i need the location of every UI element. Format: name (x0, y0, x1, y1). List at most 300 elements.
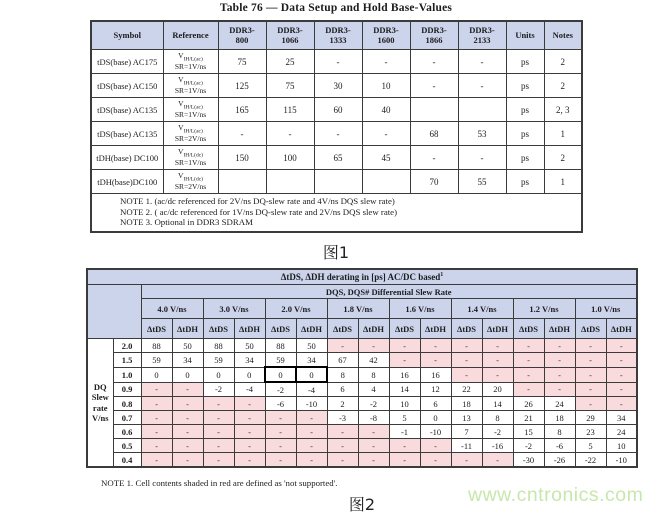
table2-subheader-row (87, 285, 637, 299)
table2-body (87, 269, 637, 467)
derating-cell: 29 (575, 411, 606, 425)
derating-cell: 20 (482, 382, 513, 397)
figure1-caption: 图1 (322, 243, 350, 262)
value-cell: - (458, 74, 506, 98)
derating-cell: - (513, 353, 544, 368)
derating-cell: -2 (513, 439, 544, 453)
derating-cell: 34 (296, 353, 327, 368)
derating-cell: - (296, 425, 327, 439)
derating-cell: - (451, 453, 482, 468)
stub-label-line: V/ns (91, 412, 109, 423)
derating-cell: - (327, 425, 358, 439)
derating-cell: 15 (513, 425, 544, 439)
derating-cell: - (265, 425, 296, 439)
reference-subscript: IH/L(dc) (183, 176, 203, 183)
dq-slew-value-label: 0.6 (113, 425, 141, 439)
derating-cell: 13 (451, 411, 482, 425)
value-cell: - (458, 50, 506, 74)
value-cell: 125 (218, 74, 266, 98)
derating-cell: - (234, 439, 265, 453)
derating-cell: - (544, 382, 575, 397)
notes-cell: 2 (544, 74, 582, 98)
derating-cell: 8 (482, 411, 513, 425)
dtds-header: ΔtDS (203, 319, 234, 339)
dq-slew-rate-stub (87, 339, 113, 468)
table1-notes-row (91, 194, 582, 232)
derating-cell: -6 (265, 397, 296, 411)
derating-cell: 0 (265, 367, 296, 382)
derating-cell: - (296, 411, 327, 425)
derating-cell: - (172, 382, 203, 397)
reference-cell (163, 50, 218, 74)
header-line: DDR3- (373, 24, 399, 35)
header-line: 1866 (425, 34, 443, 45)
derating-cell: 88 (141, 339, 172, 353)
derating-cell: - (575, 397, 606, 411)
value-cell (314, 170, 362, 194)
derating-cell: -10 (296, 397, 327, 411)
dq-slew-value-label: 1.0 (113, 367, 141, 382)
table2-data-row (87, 382, 637, 397)
derating-cell: -6 (544, 439, 575, 453)
reference-line2: SR=1V/ns (174, 157, 207, 167)
derating-cell: -30 (513, 453, 544, 468)
value-cell: 75 (218, 50, 266, 74)
symbol-cell: tDS(base) AC150 (91, 74, 163, 98)
derating-cell: - (203, 453, 234, 468)
header-line: 1066 (281, 34, 299, 45)
value-cell: 40 (362, 98, 410, 122)
table1-row (91, 98, 582, 122)
derating-cell: - (451, 339, 482, 353)
derating-cell: - (327, 453, 358, 468)
value-cell: - (410, 146, 458, 170)
table1-row (91, 170, 582, 194)
derating-cell: 24 (544, 397, 575, 411)
derating-cell: - (482, 367, 513, 382)
derating-cell: - (203, 397, 234, 411)
derating-cell: - (358, 339, 389, 353)
reference-line1: $V_{IH/L(dc)}$ (178, 146, 203, 159)
value-cell: 100 (266, 146, 314, 170)
derating-cell: 21 (513, 411, 544, 425)
derating-cell: 67 (327, 353, 358, 368)
derating-cell: - (172, 453, 203, 468)
derating-cell: 2 (327, 397, 358, 411)
derating-cell: - (389, 439, 420, 453)
derating-cell: - (234, 411, 265, 425)
value-cell: 65 (314, 146, 362, 170)
derating-cell: - (141, 425, 172, 439)
derating-cell: - (141, 382, 172, 397)
derating-cell: -4 (234, 382, 265, 397)
table2-note: NOTE 1. Cell contents shaded in red are defined as 'not supported'. (101, 478, 338, 488)
value-cell (458, 98, 506, 122)
dtdh-header: ΔtDH (234, 319, 265, 339)
table1-body (91, 50, 582, 232)
derating-cell: -2 (358, 397, 389, 411)
derating-cell: - (606, 367, 637, 382)
value-cell (266, 170, 314, 194)
derating-cell: - (420, 353, 451, 368)
derating-cell: - (141, 411, 172, 425)
derating-cell: 42 (358, 353, 389, 368)
reference-line1: $V_{IH/L(ac)}$ (178, 50, 203, 63)
derating-cell: - (327, 439, 358, 453)
derating-cell: 8 (544, 425, 575, 439)
notes-cell: 2, 3 (544, 98, 582, 122)
derating-cell: -3 (327, 411, 358, 425)
units-cell: ps (506, 98, 544, 122)
table2-stub-blank (87, 285, 141, 339)
derating-cell: 5 (575, 439, 606, 453)
derating-cell: - (358, 453, 389, 468)
derating-cell: - (513, 382, 544, 397)
derating-cell: 34 (172, 353, 203, 368)
value-cell: 75 (266, 74, 314, 98)
symbol-cell: tDH(base)DC100 (91, 170, 163, 194)
derating-cell: - (296, 453, 327, 468)
stub-label-line: rate (92, 402, 108, 413)
reference-subscript: IH/L(dc) (183, 152, 203, 159)
derating-cell: 50 (296, 339, 327, 353)
header-line: Notes (552, 29, 573, 40)
derating-cell: 88 (203, 339, 234, 353)
units-cell: ps (506, 122, 544, 146)
notes-cell: 2 (544, 50, 582, 74)
table1-row (91, 146, 582, 170)
derating-cell: - (482, 353, 513, 368)
notes-cell: 2 (544, 146, 582, 170)
symbol-cell: tDS(base) AC135 (91, 122, 163, 146)
derating-cell: - (389, 453, 420, 468)
derating-cell: -2 (265, 382, 296, 397)
table2-data-row (87, 439, 637, 453)
derating-cell: 59 (203, 353, 234, 368)
derating-cell: 50 (172, 339, 203, 353)
value-cell: 45 (362, 146, 410, 170)
units-cell: ps (506, 74, 544, 98)
derating-cell: - (575, 382, 606, 397)
table1-header (91, 21, 582, 50)
reference-subscript: IH/L(ac) (183, 80, 203, 87)
slew-rate-header: 4.0 V/ns (141, 299, 203, 319)
table1-col-header (218, 21, 266, 50)
slew-rate-header: 1.6 V/ns (389, 299, 451, 319)
header-line: Reference (172, 29, 209, 40)
derating-cell: 0 (420, 411, 451, 425)
value-cell: 115 (266, 98, 314, 122)
notes-cell: 1 (544, 170, 582, 194)
dq-slew-value-label: 0.8 (113, 397, 141, 411)
table1-row (91, 74, 582, 98)
derating-cell: - (544, 353, 575, 368)
derating-cell: - (606, 382, 637, 397)
derating-cell: 6 (327, 382, 358, 397)
derating-cell: 59 (141, 353, 172, 368)
derating-cell: - (513, 367, 544, 382)
derating-cell: 18 (544, 411, 575, 425)
header-line: 800 (235, 34, 249, 45)
reference-line2: SR=2V/ns (174, 181, 207, 191)
value-cell: 165 (218, 98, 266, 122)
dtdh-header: ΔtDH (544, 319, 575, 339)
derating-cell: 50 (234, 339, 265, 353)
derating-cell: 10 (606, 439, 637, 453)
table2-data-row (87, 339, 637, 353)
header-line: 1600 (377, 34, 395, 45)
derating-cell: 12 (420, 382, 451, 397)
table2-data-row (87, 453, 637, 468)
slew-rate-header: 1.2 V/ns (513, 299, 575, 319)
derating-cell: 4 (358, 382, 389, 397)
derating-cell: 26 (513, 397, 544, 411)
table2-title-footnote: 1 (440, 272, 444, 278)
slew-rate-header: 1.8 V/ns (327, 299, 389, 319)
slew-rate-header: 2.0 V/ns (265, 299, 327, 319)
table1-header-row (91, 21, 582, 50)
derating-cell: 34 (234, 353, 265, 368)
derating-cell: - (544, 339, 575, 353)
derating-cell: - (172, 439, 203, 453)
table2-data-row (87, 367, 637, 382)
value-cell: 53 (458, 122, 506, 146)
reference-line2: SR=2V/ns (174, 133, 207, 143)
derating-cell: 0 (172, 367, 203, 382)
derating-cell: - (420, 339, 451, 353)
dtdh-header: ΔtDH (606, 319, 637, 339)
derating-cell: 24 (606, 425, 637, 439)
derating-cell: 59 (265, 353, 296, 368)
table1-col-header (266, 21, 314, 50)
dtds-header: ΔtDS (451, 319, 482, 339)
dtds-header: ΔtDS (265, 319, 296, 339)
derating-cell: 5 (389, 411, 420, 425)
dq-slew-value-label: 0.5 (113, 439, 141, 453)
derating-cell: -10 (606, 453, 637, 468)
dtds-header: ΔtDS (513, 319, 544, 339)
symbol-cell: tDS(base) AC135 (91, 98, 163, 122)
derating-cell: 7 (451, 425, 482, 439)
derating-cell: -10 (420, 425, 451, 439)
derating-cell: 34 (606, 411, 637, 425)
reference-line1: $V_{IH/L(ac)}$ (178, 74, 203, 87)
header-line: DDR3- (325, 24, 351, 35)
value-cell: - (458, 146, 506, 170)
derating-cell: 16 (420, 367, 451, 382)
derating-cell: - (141, 453, 172, 468)
reference-cell (163, 170, 218, 194)
table1 (90, 20, 583, 233)
dq-slew-value-label: 1.5 (113, 353, 141, 368)
reference-line2: SR=1V/ns (174, 85, 207, 95)
derating-cell: - (606, 339, 637, 353)
derating-cell: - (265, 439, 296, 453)
derating-cell: 16 (389, 367, 420, 382)
header-line: DDR3- (229, 24, 255, 35)
units-cell: ps (506, 146, 544, 170)
derating-cell: -26 (544, 453, 575, 468)
reference-line1: $V_{IH/L(ac)}$ (178, 122, 203, 135)
derating-cell: 8 (358, 367, 389, 382)
reference-line1: $V_{IH/L(ac)}$ (178, 98, 203, 111)
derating-cell: - (482, 453, 513, 468)
derating-cell: - (265, 453, 296, 468)
value-cell: 150 (218, 146, 266, 170)
dtdh-header: ΔtDH (172, 319, 203, 339)
table2-pair-row (87, 319, 637, 339)
derating-cell: 23 (575, 425, 606, 439)
derating-cell: - (234, 425, 265, 439)
table2 (86, 268, 638, 468)
table1-col-header (506, 21, 544, 50)
value-cell: - (410, 50, 458, 74)
dtdh-header: ΔtDH (358, 319, 389, 339)
dtdh-header: ΔtDH (482, 319, 513, 339)
table1-col-header (314, 21, 362, 50)
reference-subscript: IH/L(ac) (183, 56, 203, 63)
reference-cell (163, 74, 218, 98)
derating-cell: -11 (451, 439, 482, 453)
derating-cell: -2 (203, 382, 234, 397)
table1-col-header (410, 21, 458, 50)
value-cell (362, 170, 410, 194)
derating-cell: 0 (296, 367, 327, 382)
derating-cell: 6 (420, 397, 451, 411)
reference-cell (163, 146, 218, 170)
table1-note-line: NOTE 1. (ac/dc referenced for 2V/ns DQ-slew rate and 4V/ns DQS slew rate) (120, 196, 395, 206)
value-cell: 68 (410, 122, 458, 146)
header-line: 1333 (329, 34, 347, 45)
table2-title-row (87, 269, 637, 285)
derating-cell: -22 (575, 453, 606, 468)
symbol-cell: tDH(base) DC100 (91, 146, 163, 170)
derating-cell: - (575, 353, 606, 368)
value-cell (410, 98, 458, 122)
derating-cell: - (327, 339, 358, 353)
dq-slew-value-label: 0.4 (113, 453, 141, 468)
dtds-header: ΔtDS (327, 319, 358, 339)
derating-cell: - (234, 453, 265, 468)
derating-cell: 22 (451, 382, 482, 397)
value-cell: 10 (362, 74, 410, 98)
dtdh-header: ΔtDH (420, 319, 451, 339)
derating-cell: - (172, 411, 203, 425)
header-line: DDR3- (277, 24, 303, 35)
derating-cell: - (389, 353, 420, 368)
stub-label-line: Slew (91, 392, 109, 403)
table1-col-header (544, 21, 582, 50)
derating-cell: 18 (451, 397, 482, 411)
slew-rate-header: 3.0 V/ns (203, 299, 265, 319)
derating-cell: - (575, 367, 606, 382)
table1-notes-block (91, 194, 582, 232)
reference-line1: $V_{IH/L(dc)}$ (178, 170, 203, 183)
derating-cell: - (513, 339, 544, 353)
table1-row (91, 122, 582, 146)
slew-rate-header: 1.4 V/ns (451, 299, 513, 319)
reference-cell (163, 98, 218, 122)
derating-cell: - (358, 425, 389, 439)
reference-cell (163, 122, 218, 146)
table2-data-row (87, 411, 637, 425)
derating-cell: - (451, 353, 482, 368)
derating-cell: - (203, 425, 234, 439)
value-cell: - (362, 50, 410, 74)
table2-data-row (87, 397, 637, 411)
value-cell: 60 (314, 98, 362, 122)
value-cell: - (314, 50, 362, 74)
dq-slew-value-label: 0.9 (113, 382, 141, 397)
figure2-caption: 图2 (348, 495, 376, 514)
derating-cell: 8 (327, 367, 358, 382)
reference-subscript: IH/L(ac) (183, 128, 203, 135)
units-cell: ps (506, 170, 544, 194)
stub-label-line: DQ (93, 382, 107, 393)
derating-cell: 14 (389, 382, 420, 397)
table2-slew-row (87, 299, 637, 319)
dqs-slew-rate-header: DQS, DQS# Differential Slew Rate (141, 285, 637, 299)
table1-title: Table 76 — Data Setup and Hold Base-Values (219, 2, 453, 14)
reference-line2: SR=1V/ns (174, 109, 207, 119)
derating-cell: - (389, 339, 420, 353)
header-line: DDR3- (421, 24, 447, 35)
derating-cell: - (358, 439, 389, 453)
value-cell: 25 (266, 50, 314, 74)
slew-rate-header: 1.0 V/ns (575, 299, 637, 319)
header-line: Units (515, 29, 535, 40)
table1-row (91, 50, 582, 74)
units-cell: ps (506, 50, 544, 74)
value-cell: 70 (410, 170, 458, 194)
table1-col-header (91, 21, 163, 50)
derating-cell: - (420, 453, 451, 468)
derating-cell: - (172, 425, 203, 439)
derating-cell: -4 (296, 382, 327, 397)
derating-cell: 0 (234, 367, 265, 382)
derating-cell: -1 (389, 425, 420, 439)
derating-cell: -16 (482, 439, 513, 453)
header-line: DDR3- (469, 24, 495, 35)
derating-cell: - (544, 367, 575, 382)
derating-cell: -2 (482, 425, 513, 439)
reference-subscript: IH/L(ac) (183, 104, 203, 111)
derating-cell: - (606, 353, 637, 368)
dtds-header: ΔtDS (389, 319, 420, 339)
dtdh-header: ΔtDH (296, 319, 327, 339)
derating-cell: - (203, 411, 234, 425)
derating-cell: - (451, 367, 482, 382)
dq-slew-value-label: 2.0 (113, 339, 141, 353)
value-cell (218, 170, 266, 194)
header-line: Symbol (113, 29, 141, 40)
derating-cell: - (420, 439, 451, 453)
table2-data-row (87, 353, 637, 368)
value-cell: - (362, 122, 410, 146)
derating-cell: - (575, 339, 606, 353)
table2-data-row (87, 425, 637, 439)
derating-cell: 88 (265, 339, 296, 353)
derating-cell: -8 (358, 411, 389, 425)
reference-line2: SR=1V/ns (174, 61, 207, 71)
value-cell: 30 (314, 74, 362, 98)
symbol-cell: tDS(base) AC175 (91, 50, 163, 74)
value-cell: 55 (458, 170, 506, 194)
derating-cell: - (203, 439, 234, 453)
table2-title-text: ΔtDS, ΔDH derating in [ps] AC/DC based (280, 272, 441, 282)
derating-cell: - (141, 397, 172, 411)
derating-cell: - (234, 397, 265, 411)
